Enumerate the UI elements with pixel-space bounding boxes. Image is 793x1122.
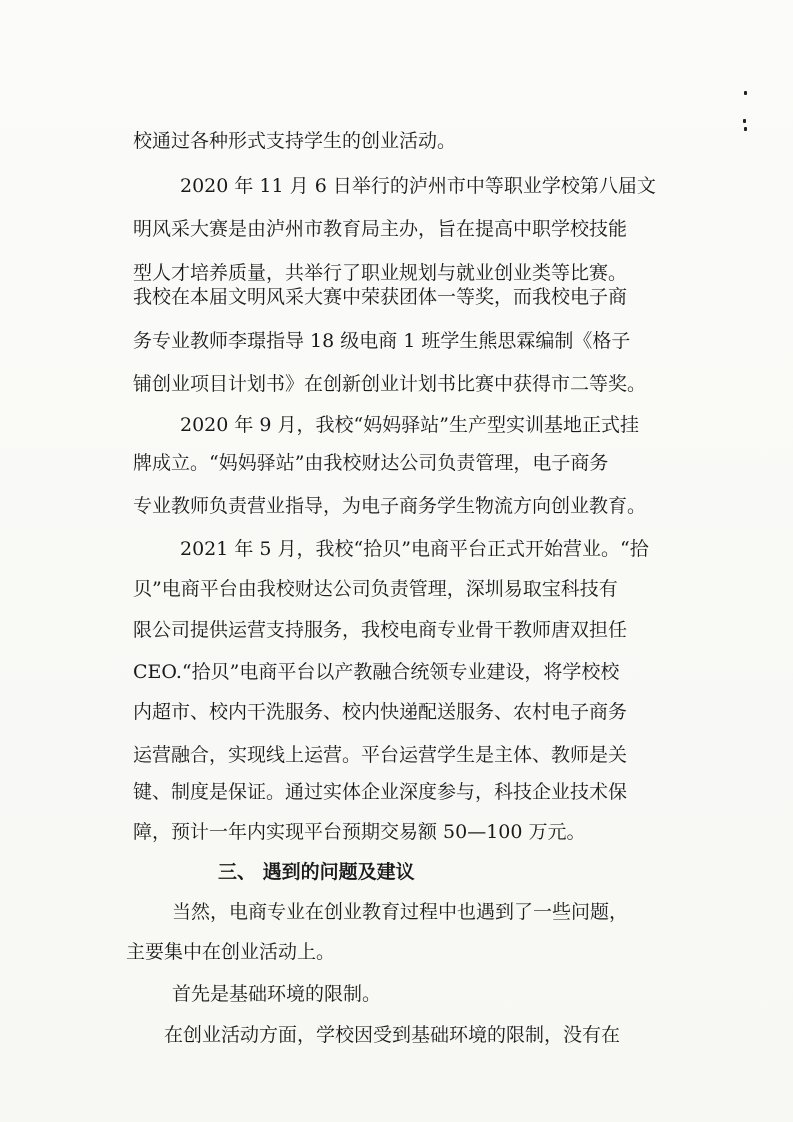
- scan-speck: [744, 127, 747, 131]
- body-line: 贝”电商平台由我校财达公司负责管理，深圳易取宝科技有: [133, 578, 618, 600]
- body-line: 主要集中在创业活动上。: [126, 941, 336, 963]
- body-line: 型人才培养质量，共举行了职业规划与就业创业类等比赛。: [133, 262, 628, 284]
- body-line: CEO.“拾贝”电商平台以产教融合统领专业建设，将学校校: [133, 661, 620, 683]
- body-line: 当然，电商专业在创业教育过程中也遇到了一些问题，: [172, 901, 629, 923]
- body-line: 2021 年 5 月，我校“拾贝”电商平台正式开始营业。“拾: [180, 538, 649, 560]
- body-line: 我校在本届文明风采大赛中荣获团体一等奖，而我校电子商: [133, 286, 628, 308]
- scan-speck: [744, 91, 747, 95]
- body-line: 专业教师负责营业指导，为电子商务学生物流方向创业教育。: [133, 495, 647, 517]
- body-line: 限公司提供运营支持服务，我校电商专业骨干教师唐双担任: [133, 619, 628, 641]
- body-line: 明风采大赛是由泸州市教育局主办，旨在提高中职学校技能: [133, 218, 628, 240]
- body-line: 首先是基础环境的限制。: [172, 983, 382, 1005]
- body-line: 在创业活动方面，学校因受到基础环境的限制，没有在: [164, 1024, 621, 1046]
- body-line: 内超市、校内干洗服务、校内快递配送服务、农村电子商务: [133, 701, 628, 723]
- body-line: 障，预计一年内实现平台预期交易额 50—100 万元。: [133, 821, 586, 843]
- scan-speck: [743, 119, 746, 123]
- body-line: 2020 年 9 月，我校“妈妈驿站”生产型实训基地正式挂: [180, 414, 639, 436]
- body-line: 运营融合，实现线上运营。平台运营学生是主体、教师是关: [133, 744, 628, 766]
- section-heading: 三、 遇到的问题及建议: [218, 861, 415, 883]
- body-line: 键、制度是保证。通过实体企业深度参与，科技企业技术保: [133, 781, 628, 803]
- body-line: 校通过各种形式支持学生的创业活动。: [133, 130, 457, 152]
- body-line: 2020 年 11 月 6 日举行的泸州市中等职业学校第八届文: [180, 175, 656, 197]
- body-line: 牌成立。“妈妈驿站”由我校财达公司负责管理，电子商务: [133, 452, 609, 474]
- body-line: 铺创业项目计划书》在创新创业计划书比赛中获得市二等奖。: [133, 373, 647, 395]
- body-line: 务专业教师李璟指导 18 级电商 1 班学生熊思霖编制《格子: [133, 330, 631, 352]
